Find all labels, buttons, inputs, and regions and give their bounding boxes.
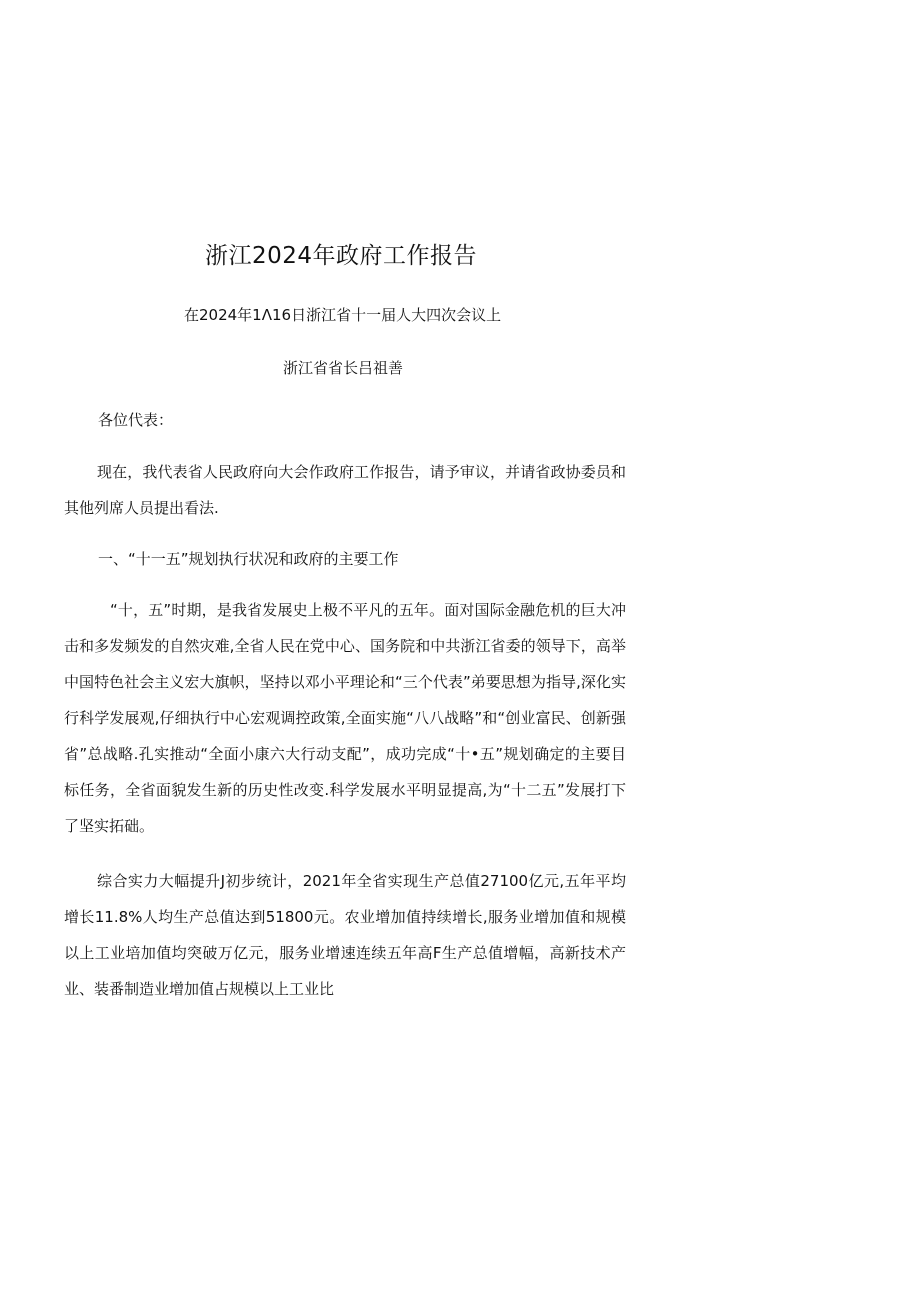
section-heading: 一、“十一五”规划执行状况和政府的主要工作 bbox=[98, 550, 399, 568]
document-author: 浙江省省长吕祖善 bbox=[283, 359, 404, 377]
document-subtitle: 在2024年1Λ16日浙江省十一届人大四次会议上 bbox=[184, 306, 502, 324]
paragraph-review: “十，五”时期，是我省发展史上极不平凡的五年。面对国际金融危机的巨大冲击和多发频发的自然灾难,全省人民在党中心、国务院和中共浙江省委的领导下，高举中国特色社会主义宏大旗帜，坚持以邓小平理论和“三个代表”弟要思想为指导,深化实行科学发展观,仔细执行中心宏观调控政策,全面实施“八八战略”和“创业富民、创新强省”总战略.孔实推动“全面小康六大行动支配”，成功完成“十•五”规划确定的主要目标任务，全省面貌发生新的历史性改变.科学发展水平明显提高,为“十二五”发展打下了坚实拓础。 bbox=[64, 601, 626, 835]
salutation: 各位代表： bbox=[98, 411, 174, 429]
paragraph-intro: 现在，我代表省人民政府向大会作政府工作报告，请予审议，并请省政协委员和其他列席人员提出看法. bbox=[64, 463, 626, 517]
document-title: 浙江2024年政府工作报告 bbox=[205, 243, 478, 269]
paragraph-strength: 综合实力大幅提升J初步统计，2021年全省实现生产总值27100亿元,五年平均增长11.8%人均生产总值达到51800元。农业增加值持续增长,服务业增加值和规模以上工业培加值均突破万亿元，服务业增速连续五年高F生产总值增幅，高新技术产业、装番制造业增加值占规模以上工业比 bbox=[64, 872, 626, 998]
